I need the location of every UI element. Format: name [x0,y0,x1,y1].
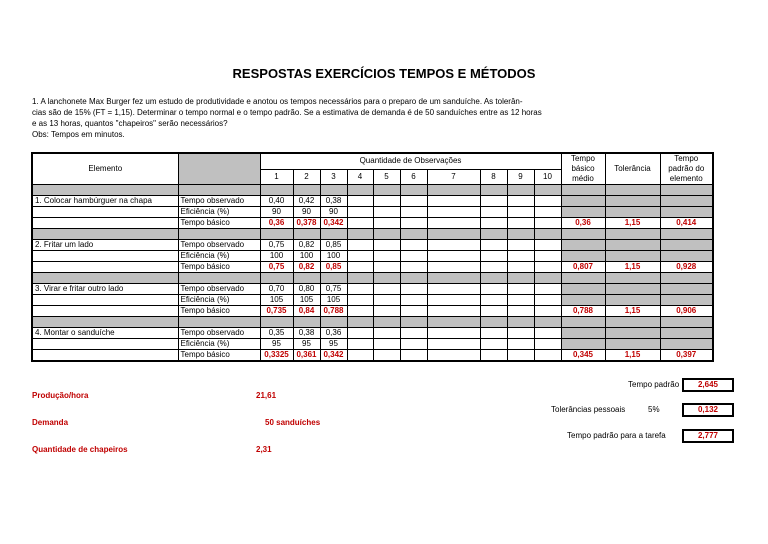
observation-value: 100 [293,251,320,262]
spacer-cell [427,317,480,328]
result-blank [605,339,660,350]
spacer-cell [32,273,178,284]
spacer-cell [293,229,320,240]
spacer-cell [480,273,507,284]
observation-empty [347,295,373,306]
observation-empty [400,284,427,295]
obs-number: 10 [534,169,561,184]
observation-empty [400,251,427,262]
tempo-padrao-elemento: 0,928 [660,262,713,273]
element-name-blank [32,295,178,306]
observation-empty [534,240,561,251]
observation-empty [373,339,400,350]
spacer-cell [347,273,373,284]
statement-line: Obs: Tempos em minutos. [32,130,125,139]
element-name: 2. Fritar um lado [32,240,178,251]
observations-table [31,152,714,362]
row-label: Tempo básico [178,218,260,229]
spacer-cell [320,229,347,240]
observation-empty [400,306,427,317]
observation-value: 0,84 [293,306,320,317]
spacer-cell [605,185,660,196]
observation-empty [427,240,480,251]
observation-empty [480,207,507,218]
observation-empty [373,295,400,306]
tempo-padrao-elemento: 0,414 [660,218,713,229]
spacer-cell [260,185,293,196]
element-name-blank [32,350,178,362]
result-blank [660,196,713,207]
tempo-padrao-elemento: 0,906 [660,306,713,317]
row-label: Eficiência (%) [178,339,260,350]
observation-value: 0,361 [293,350,320,362]
observation-empty [534,284,561,295]
element-row [32,240,713,251]
result-blank [561,328,605,339]
spacer-cell [561,229,605,240]
spacer-cell [400,229,427,240]
observation-empty [347,218,373,229]
header-observacoes: Quantidade de Observações [260,153,561,169]
observation-value: 0,70 [260,284,293,295]
observation-empty [427,295,480,306]
spacer-cell [534,317,561,328]
header-text: médio [572,174,594,183]
row-label: Eficiência (%) [178,295,260,306]
tolerancias-pct: 5% [648,405,660,414]
spacer-row [32,185,713,196]
observation-empty [480,240,507,251]
observation-empty [480,284,507,295]
observation-empty [373,196,400,207]
observation-value: 0,82 [293,262,320,273]
tempo-basico-medio: 0,345 [561,350,605,362]
element-row [32,350,713,362]
observation-empty [373,262,400,273]
header-text: básico [571,164,595,173]
tempo-padrao-elemento: 0,397 [660,350,713,362]
observation-empty [373,306,400,317]
result-blank [605,240,660,251]
observation-value: 105 [260,295,293,306]
observation-value: 90 [260,207,293,218]
header-tempo-basico [561,153,605,185]
observation-value: 0,85 [320,262,347,273]
observation-empty [534,262,561,273]
observation-value: 0,735 [260,306,293,317]
result-blank [660,240,713,251]
observation-empty [480,295,507,306]
result-blank [660,251,713,262]
element-row [32,251,713,262]
spacer-row [32,273,713,284]
observation-value: 0,36 [320,328,347,339]
observation-empty [427,339,480,350]
observation-value: 0,75 [260,262,293,273]
spacer-cell [561,273,605,284]
element-name: 3. Virar e fritar outro lado [32,284,178,295]
element-name-blank [32,339,178,350]
producao-value: 21,61 [256,391,277,400]
observation-value: 0,40 [260,196,293,207]
element-row [32,284,713,295]
exercise-statement [32,96,632,140]
obs-number: 7 [427,169,480,184]
spacer-cell [427,229,480,240]
page-title: RESPOSTAS EXERCÍCIOS TEMPOS E MÉTODOS [232,66,536,81]
spacer-cell [480,185,507,196]
row-label: Tempo básico [178,306,260,317]
observation-empty [373,207,400,218]
spacer-cell [178,273,260,284]
element-row [32,262,713,273]
observation-empty [400,262,427,273]
element-name-blank [32,262,178,273]
producao-label: Produção/hora [32,391,89,400]
spacer-cell [373,185,400,196]
spacer-cell [347,185,373,196]
observation-empty [534,328,561,339]
header-text: elemento [669,174,703,183]
observation-empty [347,207,373,218]
statement-line: e as 13 horas, quantos "chapeiros" serão necessários? [32,119,228,128]
observation-empty [480,251,507,262]
row-label: Tempo observado [178,240,260,251]
spacer-cell [660,185,713,196]
spacer-cell [480,317,507,328]
spacer-cell [660,317,713,328]
element-row [32,339,713,350]
observation-empty [400,218,427,229]
observation-empty [400,207,427,218]
result-blank [605,251,660,262]
observation-empty [373,251,400,262]
observation-empty [400,295,427,306]
observation-value: 0,342 [320,350,347,362]
element-name-blank [32,306,178,317]
statement-line: 1. A lanchonete Max Burger fez um estudo de produtividade e anotou os tempos necessários para o preparo de um sanduíche. As tolerân- [32,97,523,106]
result-blank [605,196,660,207]
header-text: Tempo [570,154,595,163]
statement-line: cias são de 15% (FT = 1,15). Determinar o tempo normal e o tempo padrão. Se a estimativa de demanda é de 50 sanduíches entre as 12 horas [32,108,542,117]
row-label: Tempo observado [178,284,260,295]
spacer-cell [260,273,293,284]
spacer-cell [347,317,373,328]
observation-empty [480,262,507,273]
spacer-cell [373,317,400,328]
spacer-cell [400,185,427,196]
demanda-label: Demanda [32,418,69,427]
observation-empty [427,218,480,229]
observation-empty [480,196,507,207]
chapeiros-value: 2,31 [256,445,272,454]
observation-value: 0,36 [260,218,293,229]
observation-empty [347,251,373,262]
spacer-cell [178,229,260,240]
element-row [32,306,713,317]
element-row [32,218,713,229]
observation-empty [400,240,427,251]
observation-value: 90 [320,207,347,218]
spacer-cell [660,273,713,284]
spacer-row [32,317,713,328]
spacer-cell [400,273,427,284]
spacer-cell [605,229,660,240]
result-blank [660,339,713,350]
tempo-padrao-label: Tempo padrão [628,380,680,389]
spacer-cell [32,185,178,196]
observation-empty [534,251,561,262]
spacer-cell [561,185,605,196]
observation-empty [400,350,427,362]
spacer-cell [605,317,660,328]
observation-empty [534,207,561,218]
result-blank [605,328,660,339]
observation-empty [507,240,534,251]
spacer-cell [427,273,480,284]
observation-value: 100 [320,251,347,262]
observation-value: 100 [260,251,293,262]
header-row [32,153,713,169]
tolerancia-value: 1,15 [605,350,660,362]
spacer-cell [320,273,347,284]
element-name-blank [32,207,178,218]
observation-empty [347,284,373,295]
header-tolerancia: Tolerância [605,153,660,185]
observation-empty [507,284,534,295]
observation-empty [507,306,534,317]
observation-value: 0,75 [260,240,293,251]
tolerancias-value: 0,132 [682,403,734,417]
observation-empty [347,240,373,251]
observation-empty [507,339,534,350]
tp-tarefa-label: Tempo padrão para a tarefa [567,431,666,440]
spacer-cell [480,229,507,240]
spacer-cell [507,273,534,284]
element-name-blank [32,251,178,262]
observation-empty [373,218,400,229]
spacer-cell [260,317,293,328]
spacer-cell [507,317,534,328]
tolerancias-label: Tolerâncias pessoais [551,405,626,414]
spacer-cell [507,185,534,196]
observation-value: 95 [260,339,293,350]
observation-value: 0,788 [320,306,347,317]
observation-empty [347,262,373,273]
observation-empty [373,284,400,295]
observation-empty [507,262,534,273]
row-label: Tempo básico [178,350,260,362]
result-blank [561,284,605,295]
spacer-cell [178,317,260,328]
spacer-cell [534,185,561,196]
result-blank [660,207,713,218]
observation-empty [507,207,534,218]
observation-empty [507,251,534,262]
observation-value: 0,38 [293,328,320,339]
result-blank [660,328,713,339]
result-blank [561,339,605,350]
element-row [32,295,713,306]
spacer-cell [605,273,660,284]
spacer-cell [178,185,260,196]
row-label: Tempo observado [178,328,260,339]
observation-value: 0,3325 [260,350,293,362]
observation-empty [480,306,507,317]
spacer-cell [32,229,178,240]
obs-number: 5 [373,169,400,184]
spacer-cell [400,317,427,328]
observation-empty [400,339,427,350]
demanda-value: 50 sanduíches [265,418,321,427]
tempo-padrao-value: 2,645 [682,378,734,392]
tp-tarefa-value: 2,777 [682,429,734,443]
obs-number: 4 [347,169,373,184]
observation-value: 105 [293,295,320,306]
obs-number: 8 [480,169,507,184]
observation-empty [507,196,534,207]
spacer-cell [293,273,320,284]
element-row [32,196,713,207]
observation-empty [427,306,480,317]
observation-empty [534,339,561,350]
observation-empty [427,207,480,218]
spacer-cell [320,317,347,328]
header-text: padrão do [668,164,705,173]
result-blank [561,207,605,218]
row-label: Tempo básico [178,262,260,273]
observation-empty [400,196,427,207]
spacer-cell [373,229,400,240]
observation-empty [480,328,507,339]
observation-value: 105 [320,295,347,306]
tolerancia-value: 1,15 [605,262,660,273]
header-text: Tempo [674,154,699,163]
observation-empty [534,350,561,362]
spacer-cell [534,273,561,284]
observation-empty [347,350,373,362]
header-elemento: Elemento [32,153,178,185]
row-label: Eficiência (%) [178,251,260,262]
obs-number: 3 [320,169,347,184]
result-blank [660,295,713,306]
observation-empty [427,251,480,262]
observation-empty [507,218,534,229]
observation-empty [427,350,480,362]
observation-empty [347,196,373,207]
observation-empty [347,339,373,350]
element-name: 4. Montar o sanduíche [32,328,178,339]
observation-empty [373,328,400,339]
observation-empty [507,350,534,362]
observation-empty [427,262,480,273]
result-blank [605,284,660,295]
observation-empty [480,339,507,350]
observation-empty [427,328,480,339]
observation-value: 0,85 [320,240,347,251]
spacer-cell [660,229,713,240]
result-blank [605,207,660,218]
spacer-row [32,229,713,240]
observation-empty [347,306,373,317]
spacer-cell [534,229,561,240]
tempo-basico-medio: 0,36 [561,218,605,229]
observation-value: 0,38 [320,196,347,207]
observation-value: 90 [293,207,320,218]
observation-empty [507,295,534,306]
observation-value: 95 [320,339,347,350]
observation-empty [534,218,561,229]
element-name: 1. Colocar hambúrguer na chapa [32,196,178,207]
spacer-cell [427,185,480,196]
tolerancia-value: 1,15 [605,306,660,317]
spacer-cell [320,185,347,196]
chapeiros-label: Quantidade de chapeiros [32,445,128,454]
observation-empty [480,350,507,362]
result-blank [561,240,605,251]
obs-number: 1 [260,169,293,184]
observation-empty [427,196,480,207]
spacer-cell [260,229,293,240]
spacer-cell [507,229,534,240]
spacer-cell [561,317,605,328]
observation-empty [347,328,373,339]
observation-value: 0,82 [293,240,320,251]
observation-empty [480,218,507,229]
result-blank [561,251,605,262]
observation-empty [373,350,400,362]
row-label: Tempo observado [178,196,260,207]
header-blank [178,153,260,185]
observation-empty [373,240,400,251]
observation-empty [507,328,534,339]
tempo-basico-medio: 0,788 [561,306,605,317]
obs-number: 2 [293,169,320,184]
element-row [32,207,713,218]
header-tempo-padrao [660,153,713,185]
observation-empty [400,328,427,339]
observation-value: 0,378 [293,218,320,229]
obs-number: 6 [400,169,427,184]
element-row [32,328,713,339]
element-name-blank [32,218,178,229]
observation-value: 0,42 [293,196,320,207]
row-label: Eficiência (%) [178,207,260,218]
observation-value: 95 [293,339,320,350]
result-blank [561,295,605,306]
result-blank [605,295,660,306]
observation-value: 0,342 [320,218,347,229]
tolerancia-value: 1,15 [605,218,660,229]
observation-value: 0,75 [320,284,347,295]
tempo-basico-medio: 0,807 [561,262,605,273]
observation-value: 0,35 [260,328,293,339]
observation-empty [427,284,480,295]
result-blank [561,196,605,207]
observation-value: 0,80 [293,284,320,295]
obs-number: 9 [507,169,534,184]
observation-empty [534,295,561,306]
spacer-cell [373,273,400,284]
spacer-cell [293,185,320,196]
result-blank [660,284,713,295]
spacer-cell [293,317,320,328]
observation-empty [534,196,561,207]
spacer-cell [32,317,178,328]
spacer-cell [347,229,373,240]
observation-empty [534,306,561,317]
